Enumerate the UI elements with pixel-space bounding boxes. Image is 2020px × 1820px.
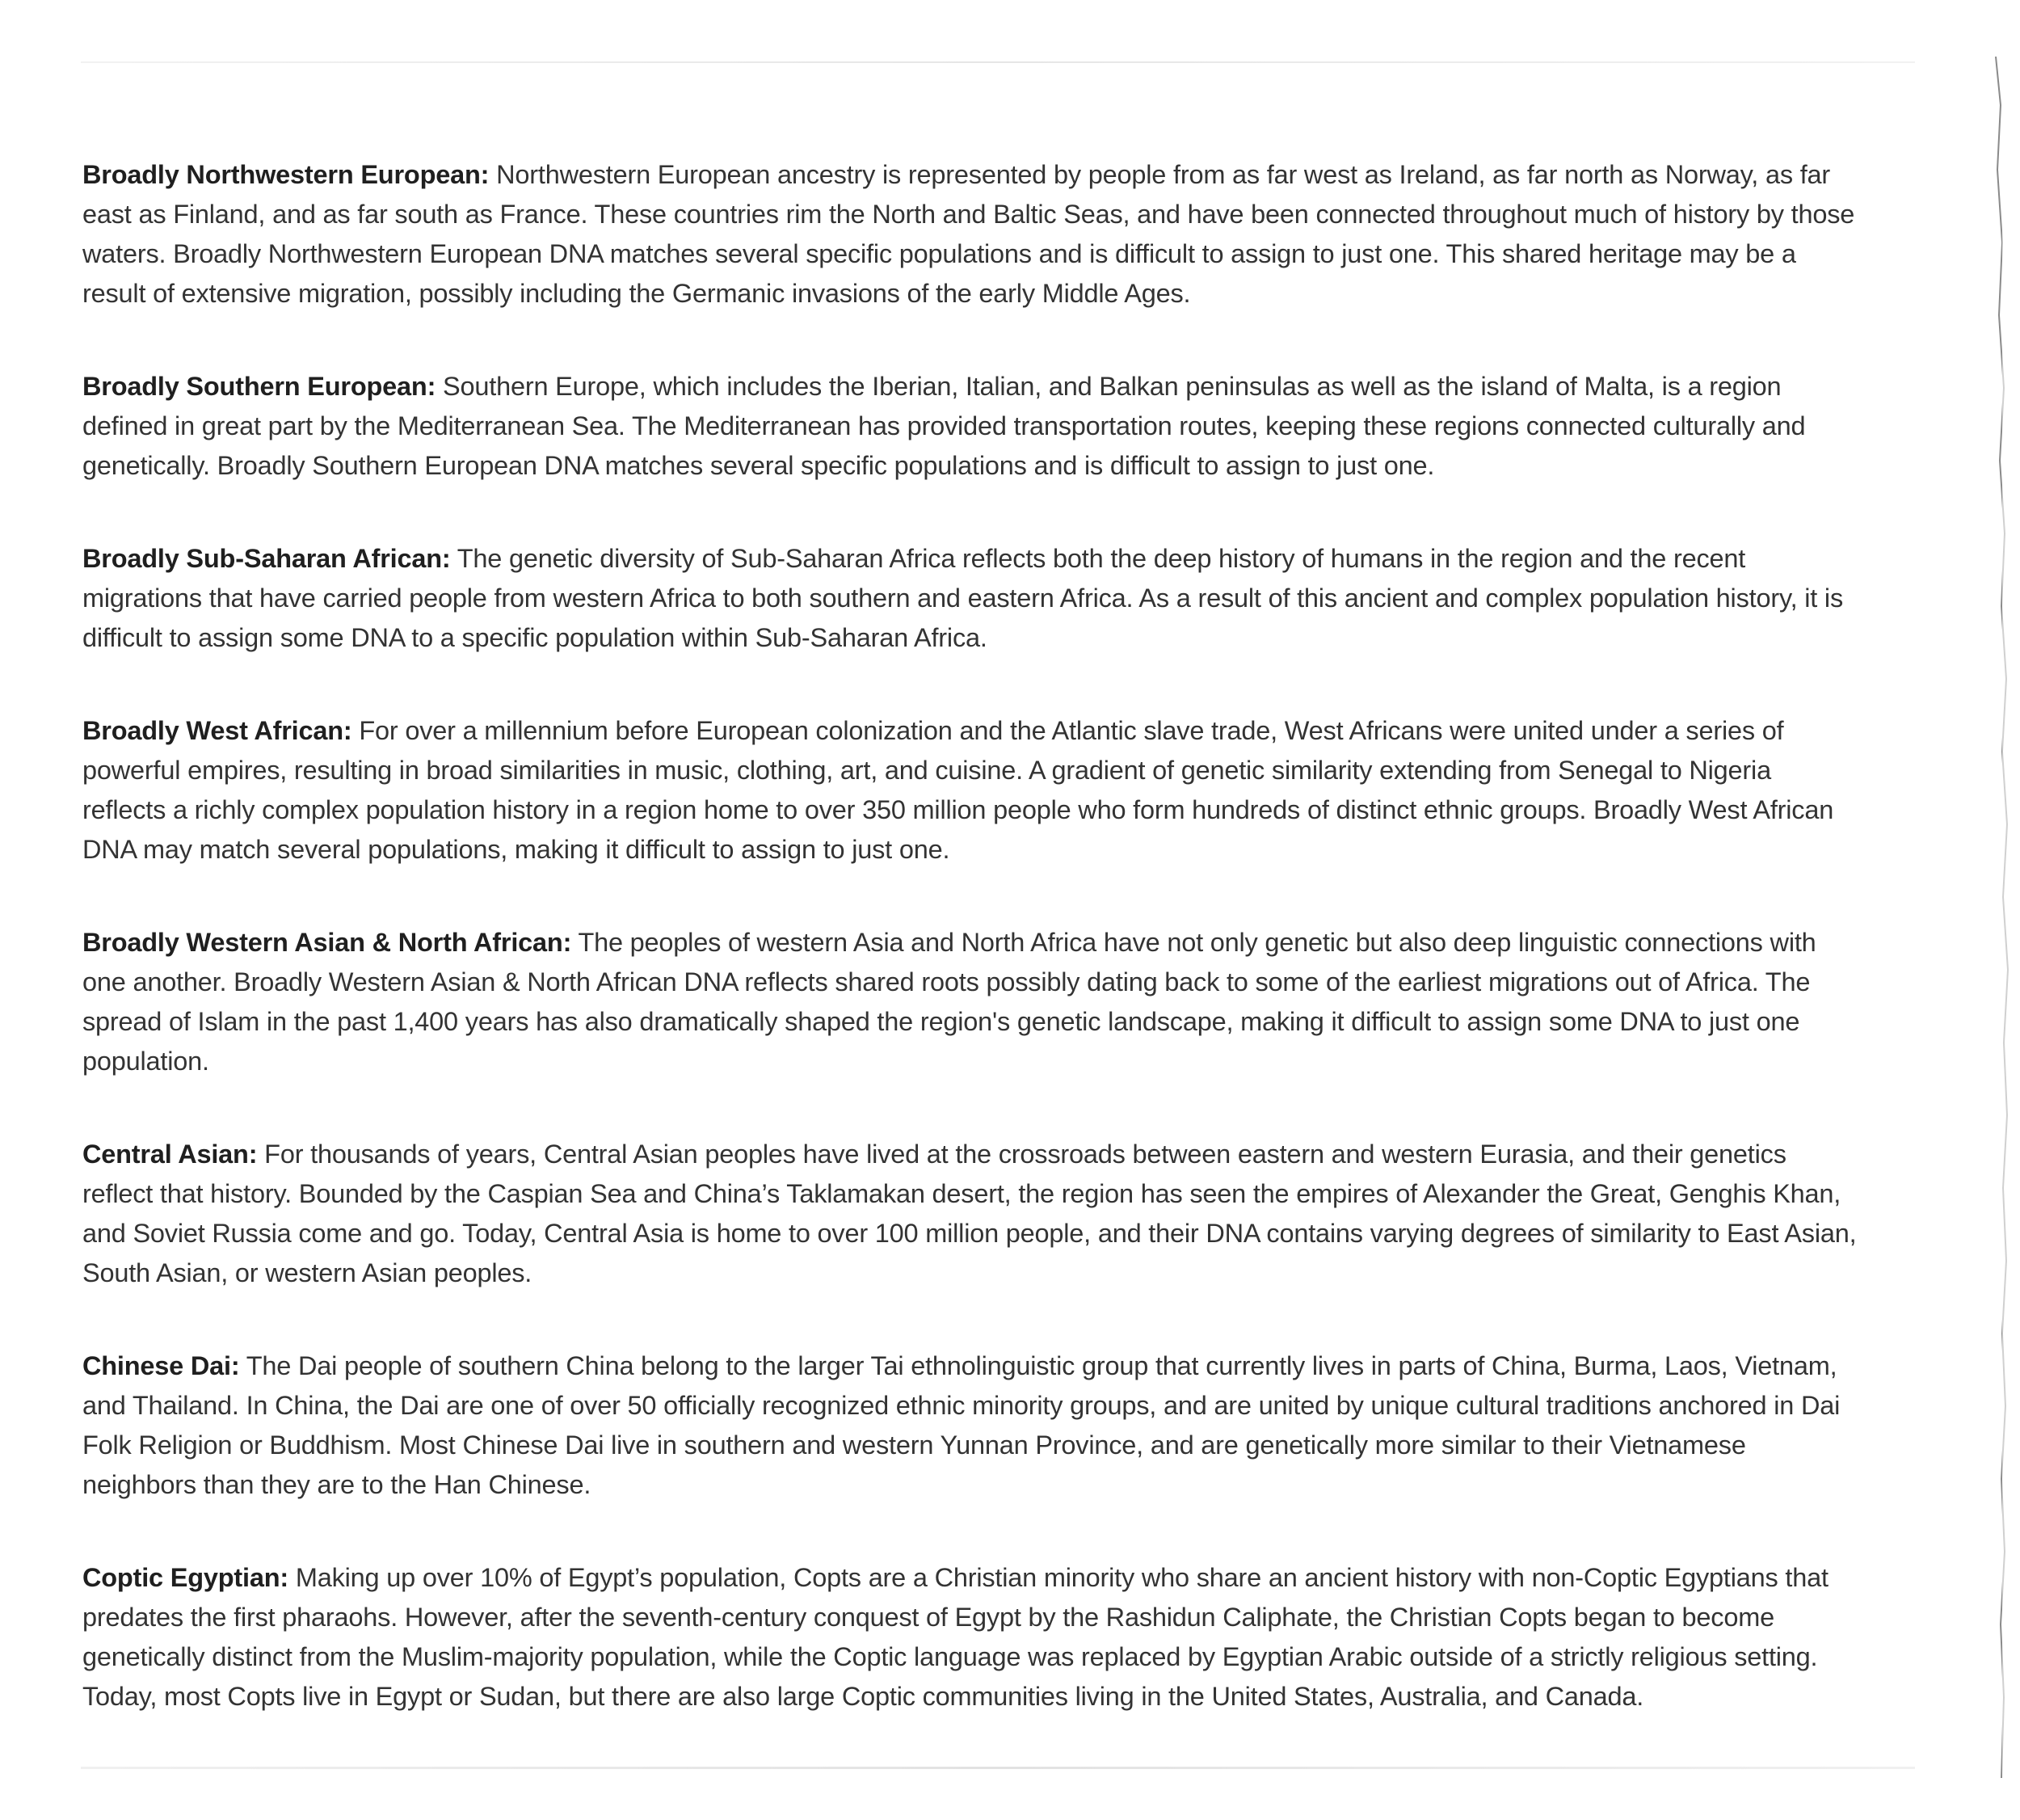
entry-term: Central Asian: [82, 1140, 258, 1169]
entry-broadly-southern-european [82, 367, 1860, 486]
page-top-edge [81, 61, 1915, 63]
entry-description: Southern Europe, which includes the Iberian, Italian, and Balkan peninsulas as well as the island of Malta, is a region defined in great part by the Mediterranean Sea. The Mediterranean has provided transportation routes, keeping these regions connected culturally and genetically. Broadly Southern European DNA matches several specific populations and is difficult to assign to just one. [82, 372, 1806, 480]
entry-central-asian [82, 1135, 1860, 1293]
entry-description: Making up over 10% of Egypt’s population, Copts are a Christian minority who share an ancient history with non-Coptic Egyptians that predates the first pharaohs. However, after the seventh-century conquest of Egypt by the Rashidun Caliphate, the Christian Copts began to become genetically distinct from the Muslim-majority population, while the Coptic language was replaced by Egyptian Arabic outside of a strictly religious setting. Today, most Copts live in Egypt or Sudan, but there are also large Coptic communities living in the United States, Australia, and Canada. [82, 1563, 1829, 1711]
torn-paper-edge [1980, 57, 2020, 1778]
entry-term: Broadly West African: [82, 716, 352, 745]
entry-broadly-west-african [82, 711, 1860, 870]
entry-term: Broadly Western Asian & North African: [82, 928, 572, 957]
entry-term: Broadly Northwestern European: [82, 160, 490, 189]
entry-term: Coptic Egyptian: [82, 1563, 288, 1592]
entry-broadly-sub-saharan-african [82, 539, 1860, 658]
entry-description: Northwestern European ancestry is represented by people from as far west as Ireland, as far north as Norway, as far east as Finland, and as far south as France. These countries rim the North and Baltic Seas, and have been connected throughout much of history by those waters. Broadly Northwestern European DNA matches several specific populations and is difficult to assign to just one. This shared heritage may be a result of extensive migration, possibly including the Germanic invasions of the early Middle Ages. [82, 160, 1855, 308]
entry-term: Chinese Dai: [82, 1351, 240, 1380]
entry-chinese-dai [82, 1346, 1860, 1505]
entry-term: Broadly Southern European: [82, 372, 436, 401]
entry-broadly-western-asian-north-african [82, 923, 1860, 1081]
entry-term: Broadly Sub-Saharan African: [82, 544, 451, 573]
entry-description: The Dai people of southern China belong to the larger Tai ethnolinguistic group that currently lives in parts of China, Burma, Laos, Vietnam, and Thailand. In China, the Dai are one of over 50 officially recognized ethnic minority groups, and are united by unique cultural traditions anchored in Dai Folk Religion or Buddhism. Most Chinese Dai live in southern and western Yunnan Province, and are genetically more similar to their Vietnamese neighbors than they are to the Han Chinese. [82, 1351, 1841, 1499]
entry-description: For over a millennium before European colonization and the Atlantic slave trade, West Africans were united under a series of powerful empires, resulting in broad similarities in music, clothing, art, and cuisine. A gradient of genetic similarity extending from Senegal to Nigeria reflects a richly complex population history in a region home to over 350 million people who form hundreds of distinct ethnic groups. Broadly West African DNA may match several populations, making it difficult to assign to just one. [82, 716, 1834, 864]
document-body [82, 155, 1860, 1770]
entry-broadly-northwestern-european [82, 155, 1860, 314]
entry-description: The genetic diversity of Sub-Saharan Africa reflects both the deep history of humans in the region and the recent migrations that have carried people from western Africa to both southern and eastern Africa. As a result of this ancient and complex population history, it is difficult to assign some DNA to a specific population within Sub-Saharan Africa. [82, 544, 1843, 652]
page-bottom-edge [81, 1767, 1915, 1769]
entry-description: The peoples of western Asia and North Africa have not only genetic but also deep linguistic connections with one another. Broadly Western Asian & North African DNA reflects shared roots possibly dating back to some of the earliest migrations out of Africa. The spread of Islam in the past 1,400 years has also dramatically shaped the region's genetic landscape, making it difficult to assign some DNA to just one population. [82, 928, 1816, 1076]
entry-coptic-egyptian [82, 1558, 1860, 1717]
entry-description: For thousands of years, Central Asian peoples have lived at the crossroads between eastern and western Eurasia, and their genetics reflect that history. Bounded by the Caspian Sea and China’s Taklamakan desert, the region has seen the empires of Alexander the Great, Genghis Khan, and Soviet Russia come and go. Today, Central Asia is home to over 100 million people, and their DNA contains varying degrees of similarity to East Asian, South Asian, or western Asian peoples. [82, 1140, 1857, 1287]
